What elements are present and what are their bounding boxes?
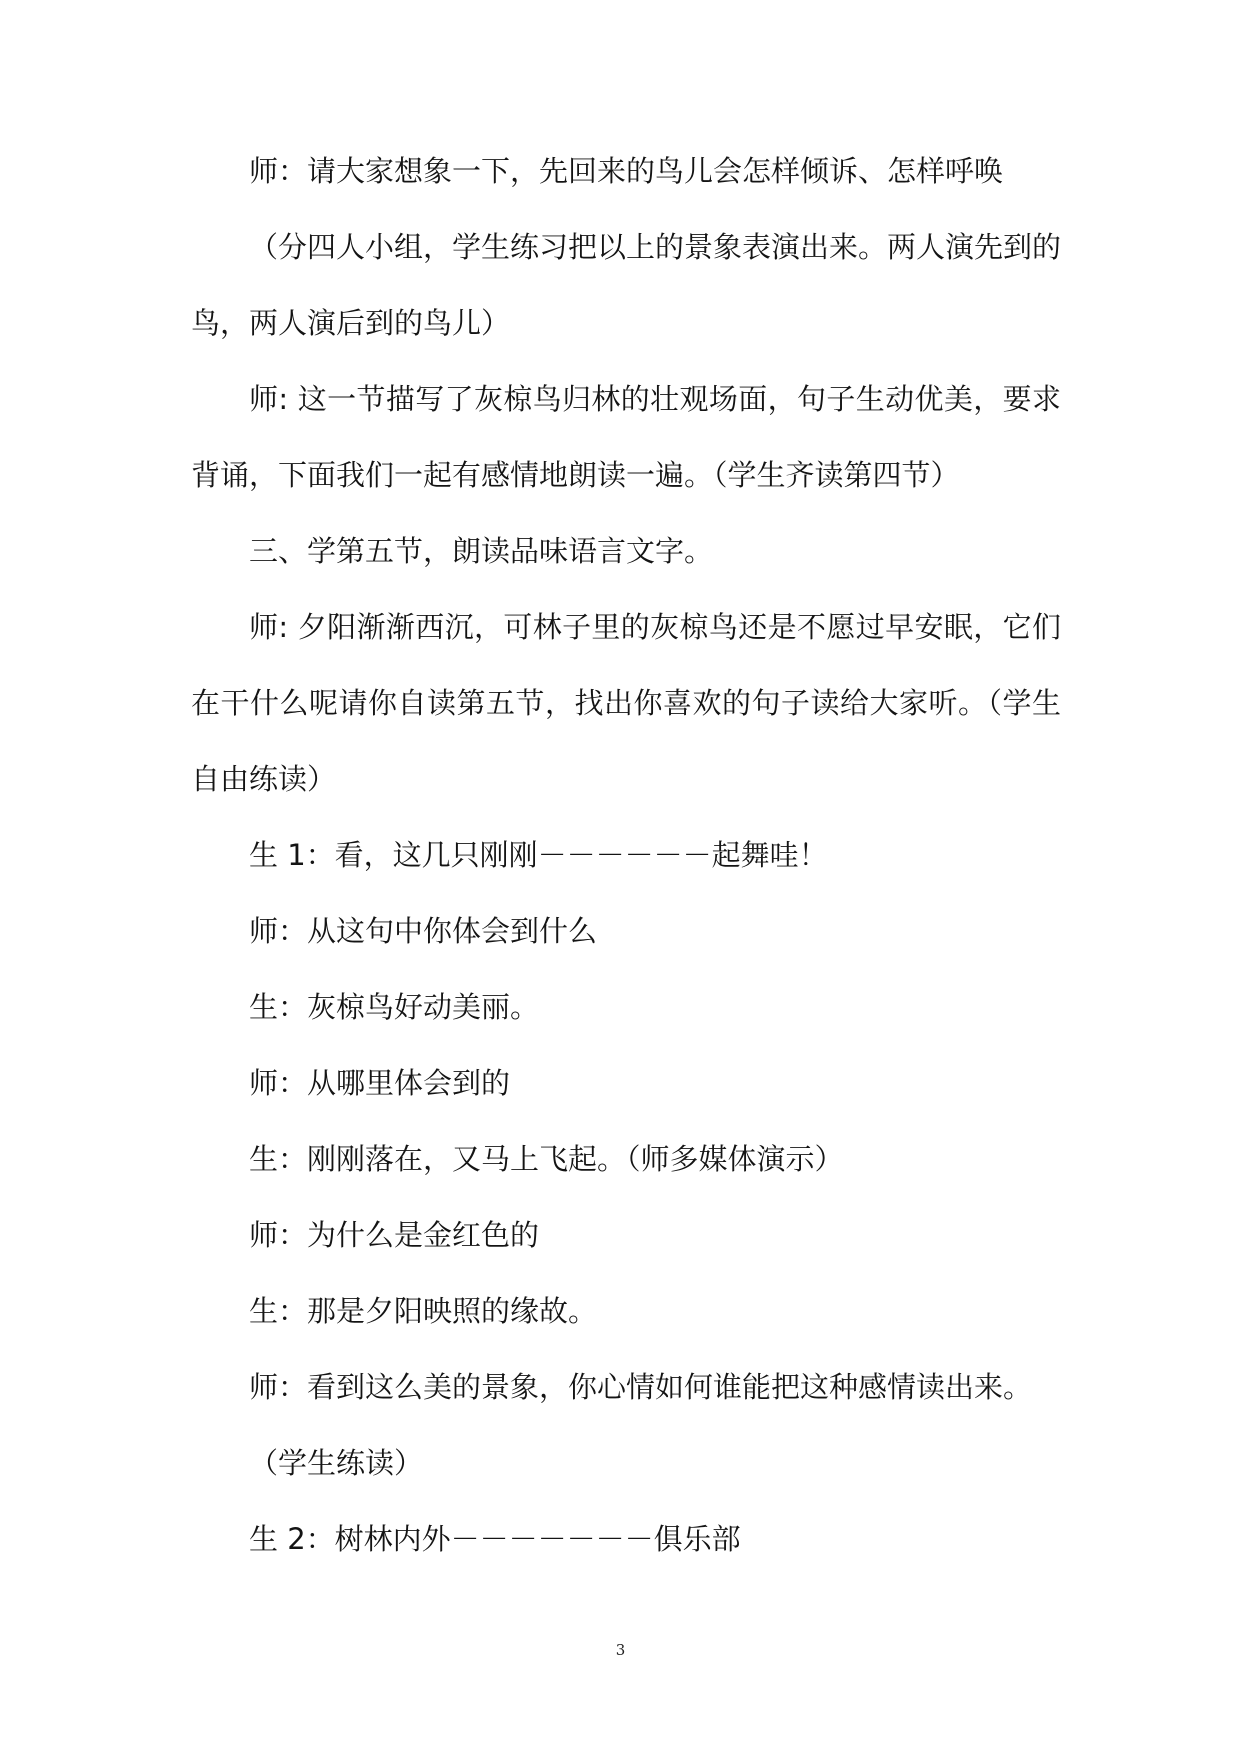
text-line: 鸟，两人演后到的鸟儿） xyxy=(191,306,511,340)
paragraph xyxy=(191,1121,1061,1197)
paragraph xyxy=(191,133,1061,209)
section-heading xyxy=(191,513,1061,589)
text-line: 生 2：树林内外－－－－－－－俱乐部 xyxy=(249,1522,741,1556)
text-line: 师：看到这么美的景象，你心情如何谁能把这种感情读出来。 xyxy=(249,1370,1033,1404)
paragraph xyxy=(191,361,1061,513)
paragraph xyxy=(191,817,1061,893)
page-number: 3 xyxy=(615,1641,626,1659)
text-line: 背诵，下面我们一起有感情地朗读一遍。（学生齐读第四节） xyxy=(191,458,960,492)
paragraph xyxy=(191,1425,1061,1501)
text-line: 三、学第五节，朗读品味语言文字。 xyxy=(249,534,714,568)
paragraph xyxy=(191,1045,1061,1121)
paragraph xyxy=(191,893,1061,969)
paragraph xyxy=(191,209,1061,361)
text-line: 师: 这一节描写了灰椋鸟归林的壮观场面，句子生动优美，要求 xyxy=(249,382,1061,416)
text-line: 生：刚刚落在，又马上飞起。（师多媒体演示） xyxy=(249,1142,844,1176)
paragraph xyxy=(191,1349,1061,1425)
paragraph xyxy=(191,589,1061,817)
text-line: 师：从哪里体会到的 xyxy=(249,1066,511,1100)
text-line: 师：从这句中你体会到什么 xyxy=(249,914,598,948)
paragraph xyxy=(191,1197,1061,1273)
text-line: 生 1：看，这几只刚刚－－－－－－起舞哇！ xyxy=(249,838,828,872)
text-line: 生：灰椋鸟好动美丽。 xyxy=(249,990,540,1024)
text-line: （学生练读） xyxy=(249,1446,424,1480)
text-line: 师：请大家想象一下，先回来的鸟儿会怎样倾诉、怎样呼唤 xyxy=(249,154,1004,188)
text-line: 师: 夕阳渐渐西沉，可林子里的灰椋鸟还是不愿过早安眠，它们 xyxy=(249,610,1061,644)
paragraph xyxy=(191,1273,1061,1349)
text-line: 自由练读） xyxy=(191,762,337,796)
text-line: 在干什么呢请你自读第五节，找出你喜欢的句子读给大家听。（学生 xyxy=(191,686,1061,720)
text-line: （分四人小组，学生练习把以上的景象表演出来。两人演先到的 xyxy=(249,230,1062,264)
text-line: 生：那是夕阳映照的缘故。 xyxy=(249,1294,598,1328)
paragraph xyxy=(191,969,1061,1045)
paragraph xyxy=(191,1501,1061,1577)
text-line: 师：为什么是金红色的 xyxy=(249,1218,540,1252)
document-body xyxy=(191,133,1061,1577)
